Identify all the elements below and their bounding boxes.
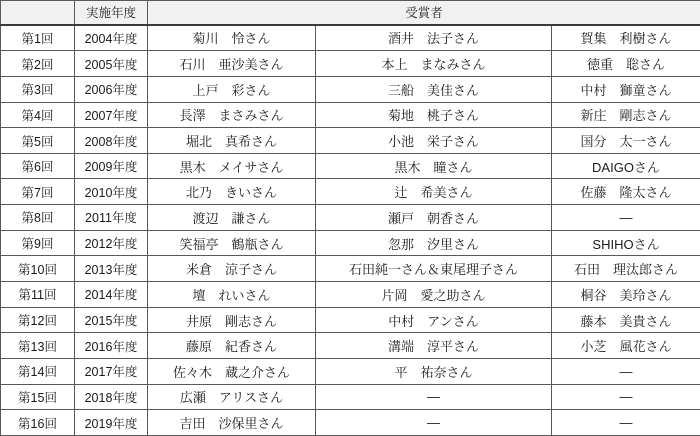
winner-cell: 中村 獅童さん	[552, 76, 700, 102]
winner-cell: 片岡 愛之助さん	[316, 282, 552, 308]
year-cell: 2009年度	[75, 153, 148, 179]
winner-cell: 広瀬 アリスさん	[148, 384, 316, 410]
winner-cell: 藤原 紀香さん	[148, 333, 316, 359]
winner-cell: 堀北 真希さん	[148, 128, 316, 154]
winner-cell: 国分 太一さん	[552, 128, 700, 154]
round-cell: 第4回	[1, 102, 75, 128]
round-cell: 第16回	[1, 410, 75, 436]
winner-cell: 石田純一さん＆東尾理子さん	[316, 256, 552, 282]
table-row	[1, 179, 700, 205]
winner-cell: 黒木 瞳さん	[316, 153, 552, 179]
year-cell: 2006年度	[75, 76, 148, 102]
table-row	[1, 307, 700, 333]
round-cell: 第1回	[1, 25, 75, 51]
winner-cell: 小池 栄子さん	[316, 128, 552, 154]
winner-cell: 笑福亭 鶴瓶さん	[148, 230, 316, 256]
year-cell: 2005年度	[75, 51, 148, 77]
winner-cell: 黒木 メイサさん	[148, 153, 316, 179]
table-row	[1, 76, 700, 102]
table-row	[1, 205, 700, 231]
year-cell: 2007年度	[75, 102, 148, 128]
header-year-cell: 実施年度	[75, 1, 148, 25]
winner-cell: 徳重 聡さん	[552, 51, 700, 77]
year-cell: 2018年度	[75, 384, 148, 410]
winner-cell: 菊地 桃子さん	[316, 102, 552, 128]
winner-cell: ―	[552, 410, 700, 436]
round-cell: 第2回	[1, 51, 75, 77]
year-cell: 2011年度	[75, 205, 148, 231]
winner-cell: 溝端 淳平さん	[316, 333, 552, 359]
round-cell: 第11回	[1, 282, 75, 308]
round-cell: 第8回	[1, 205, 75, 231]
table-row	[1, 384, 700, 410]
winner-cell: 長澤 まさみさん	[148, 102, 316, 128]
winner-cell: 菊川 怜さん	[148, 25, 316, 51]
winner-cell: 瀬戸 朝香さん	[316, 205, 552, 231]
round-cell: 第10回	[1, 256, 75, 282]
winner-cell: 米倉 涼子さん	[148, 256, 316, 282]
year-cell: 2015年度	[75, 307, 148, 333]
round-cell: 第3回	[1, 76, 75, 102]
round-cell: 第6回	[1, 153, 75, 179]
table-row	[1, 358, 700, 384]
round-cell: 第13回	[1, 333, 75, 359]
winner-cell: 忽那 汐里さん	[316, 230, 552, 256]
winner-cell: ―	[552, 205, 700, 231]
table-row	[1, 230, 700, 256]
winner-cell: 本上 まなみさん	[316, 51, 552, 77]
table-row	[1, 282, 700, 308]
winner-cell: 石川 亜沙美さん	[148, 51, 316, 77]
winner-cell: 壇 れいさん	[148, 282, 316, 308]
header-corner-cell	[1, 1, 75, 25]
winner-cell: ―	[552, 358, 700, 384]
winner-cell: 中村 アンさん	[316, 307, 552, 333]
table-row	[1, 333, 700, 359]
year-cell: 2019年度	[75, 410, 148, 436]
table-row	[1, 128, 700, 154]
year-cell: 2016年度	[75, 333, 148, 359]
year-cell: 2017年度	[75, 358, 148, 384]
round-cell: 第7回	[1, 179, 75, 205]
winner-cell: 北乃 きいさん	[148, 179, 316, 205]
winner-cell: 酒井 法子さん	[316, 25, 552, 51]
table-row	[1, 102, 700, 128]
year-cell: 2012年度	[75, 230, 148, 256]
table-row	[1, 153, 700, 179]
winner-cell: 藤本 美貴さん	[552, 307, 700, 333]
table-row	[1, 256, 700, 282]
year-cell: 2008年度	[75, 128, 148, 154]
winner-cell: 佐藤 隆太さん	[552, 179, 700, 205]
header-winners-cell: 受賞者	[148, 1, 700, 25]
round-cell: 第9回	[1, 230, 75, 256]
table-row	[1, 25, 700, 51]
winner-cell: 三船 美佳さん	[316, 76, 552, 102]
year-cell: 2010年度	[75, 179, 148, 205]
round-cell: 第15回	[1, 384, 75, 410]
winner-cell: 井原 剛志さん	[148, 307, 316, 333]
table-body	[1, 25, 700, 436]
winner-cell: 上戸 彩さん	[148, 76, 316, 102]
winner-cell: 平 祐奈さん	[316, 358, 552, 384]
year-cell: 2014年度	[75, 282, 148, 308]
winner-cell: 桐谷 美玲さん	[552, 282, 700, 308]
winner-cell: 辻 希美さん	[316, 179, 552, 205]
round-cell: 第12回	[1, 307, 75, 333]
winner-cell: 佐々木 蔵之介さん	[148, 358, 316, 384]
table-header-row	[1, 1, 700, 25]
table-row	[1, 51, 700, 77]
winner-cell: 吉田 沙保里さん	[148, 410, 316, 436]
winner-cell: 賀集 利樹さん	[552, 25, 700, 51]
table-row	[1, 410, 700, 436]
winner-cell: 石田 理汰郎さん	[552, 256, 700, 282]
winner-cell: ―	[552, 384, 700, 410]
winner-cell: 渡辺 謙さん	[148, 205, 316, 231]
winner-cell: 新庄 剛志さん	[552, 102, 700, 128]
winner-cell: ―	[316, 410, 552, 436]
year-cell: 2013年度	[75, 256, 148, 282]
winner-cell: DAIGOさん	[552, 153, 700, 179]
winner-cell: SHIHOさん	[552, 230, 700, 256]
winner-cell: ―	[316, 384, 552, 410]
year-cell: 2004年度	[75, 25, 148, 51]
winner-cell: 小芝 風花さん	[552, 333, 700, 359]
round-cell: 第14回	[1, 358, 75, 384]
round-cell: 第5回	[1, 128, 75, 154]
